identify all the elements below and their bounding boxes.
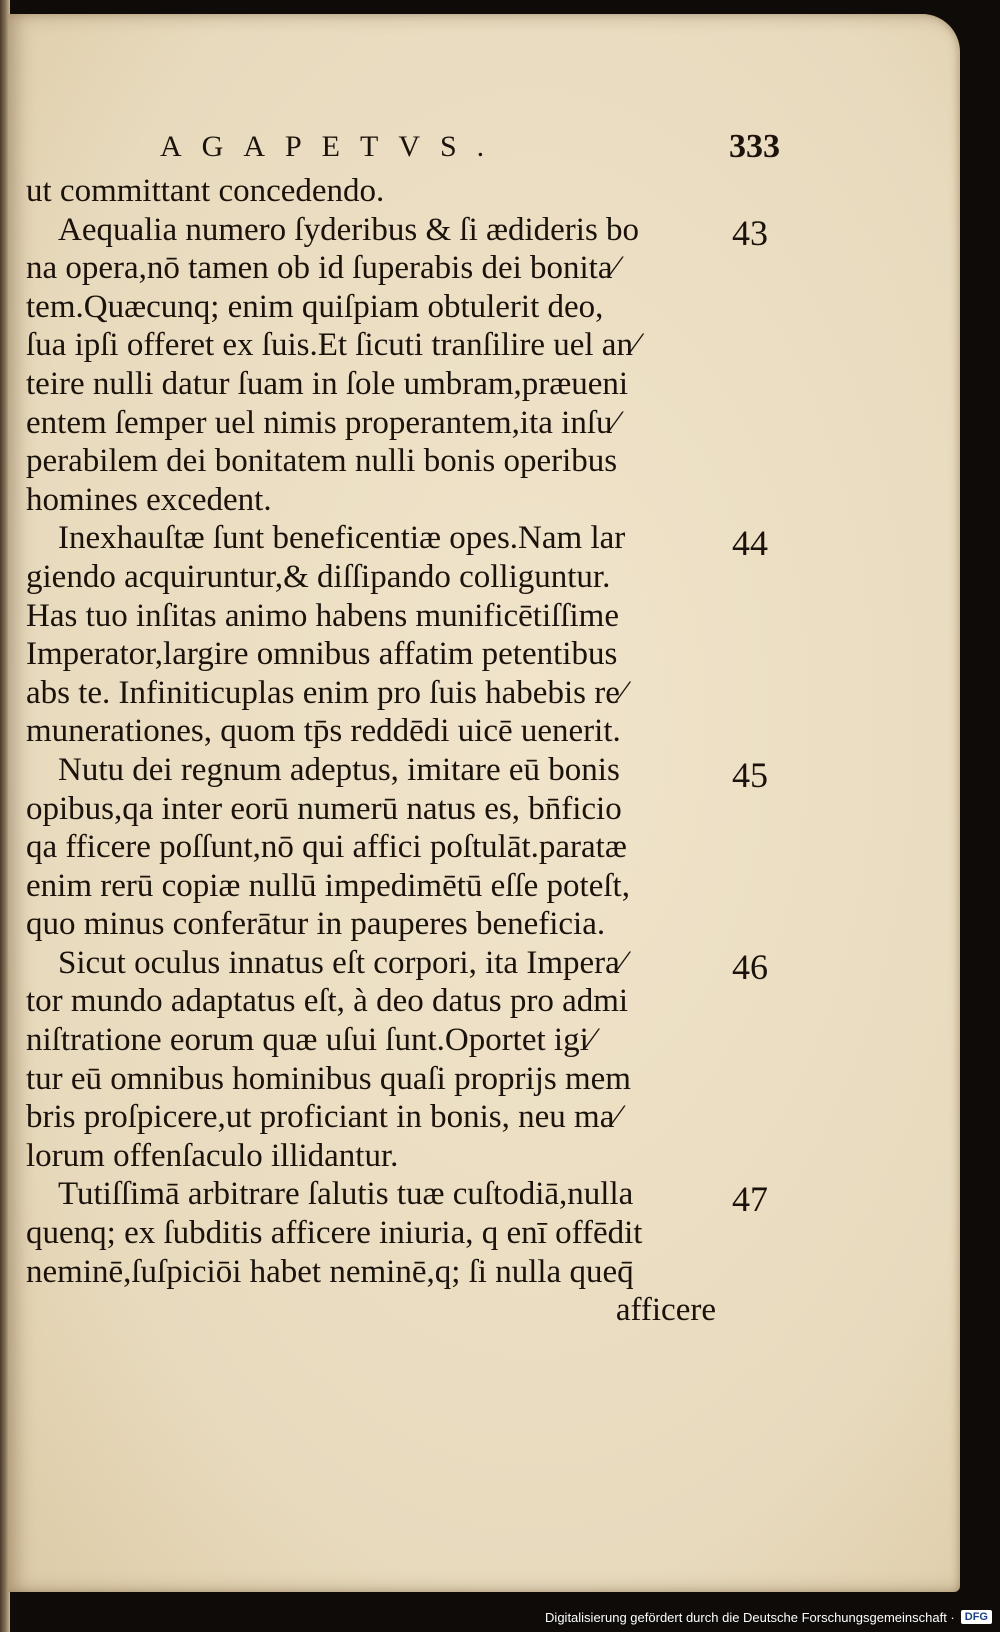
text-line: enim rerū copiæ nullū impedimētū eſſe poteſt, <box>26 867 630 904</box>
text-line: neminē,ſuſpiciōi habet neminē,q; ſi nulla queq̄ <box>26 1253 634 1290</box>
text-line: ut committant concedendo. <box>26 173 385 209</box>
running-head: AGAPETVS. <box>160 130 505 163</box>
section-number: 45 <box>732 755 768 795</box>
dfg-logo: DFG <box>961 1610 992 1624</box>
text-line: entem ſemper uel nimis properantem,ita inſu⁄ <box>26 404 619 441</box>
page-header <box>160 130 780 170</box>
digitization-footer <box>545 1604 992 1630</box>
text-line: tur eū omnibus hominibus quaſi proprijs mem <box>26 1060 631 1097</box>
section-number: 44 <box>732 523 768 563</box>
text-line: Has tuo inſitas animo habens munificētiſſime <box>26 597 619 634</box>
text-line: Tutiſſimā arbitrare ſalutis tuæ cuſtodiā,nulla <box>58 1176 634 1213</box>
section-number: 46 <box>732 947 768 987</box>
catchword: afficere <box>615 1292 716 1329</box>
text-line: quenq; ex ſubditis afficere iniuria, q enī offēdit <box>26 1215 643 1252</box>
text-line: Aequalia numero ſyderibus & ſi ædideris bo <box>58 211 640 248</box>
text-line: ſua ipſi offeret ex ſuis.Et ſicuti tranſilire uel an⁄ <box>26 327 639 364</box>
funding-credit: Digitalisierung gefördert durch die Deutsche Forschungsgemeinschaft · <box>545 1609 955 1625</box>
section-number: 43 <box>732 213 768 253</box>
text-line: Nutu dei regnum adeptus, imitare eū bonis <box>58 751 620 788</box>
text-line: lorum offenſaculo illidantur. <box>26 1137 399 1174</box>
text-line: tor mundo adaptatus eſt, à deo datus pro admi <box>26 983 629 1020</box>
text-line: perabilem dei bonitatem nulli bonis operibus <box>26 443 618 480</box>
text-line: na opera,nō tamen ob id ſuperabis dei bonita⁄ <box>26 250 619 287</box>
text-line: homines excedent. <box>26 481 272 518</box>
text-line: tem.Quæcunq; enim quiſpiam obtulerit deo, <box>26 288 604 325</box>
page-number: 333 <box>729 128 780 165</box>
text-line: abs te. Infiniticuplas enim pro ſuis habebis re⁄ <box>26 674 626 711</box>
text-line: opibus,qa inter eorū numerū natus es, bn̄ficio <box>26 790 622 827</box>
text-line: Imperator,largire omnibus affatim petentibus <box>26 636 618 673</box>
text-line: Inexhauſtæ ſunt beneficentiæ opes.Nam lar <box>58 520 626 557</box>
text-line: niſtratione eorum quæ uſui ſunt.Oportet igi⁄ <box>26 1022 595 1059</box>
text-line: munerationes, quom tp̄s reddēdi uicē uenerit. <box>26 713 621 750</box>
section-number: 47 <box>732 1179 768 1219</box>
text-line: teire nulli datur ſuam in ſole umbram,præueni <box>26 365 629 402</box>
text-line: bris proſpicere,ut proficiant in bonis, neu ma⁄ <box>26 1099 620 1136</box>
body-text <box>26 172 726 1330</box>
text-line: quo minus conferātur in pauperes beneficia. <box>26 906 606 943</box>
text-line: giendo acquiruntur,& diſſipando colliguntur. <box>26 558 611 595</box>
text-line: qa fficere poſſunt,nō qui affici poſtulāt.paratæ <box>26 829 627 866</box>
text-line: Sicut oculus innatus eſt corpori, ita Impera⁄ <box>58 944 626 981</box>
